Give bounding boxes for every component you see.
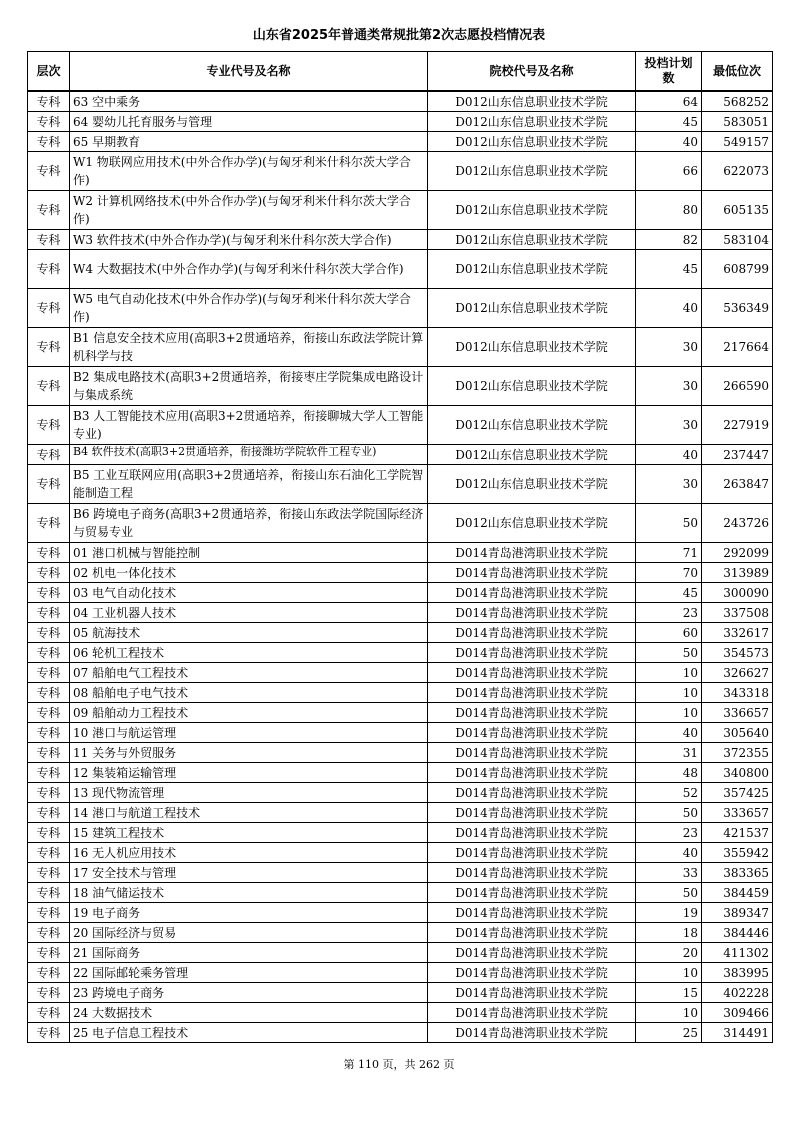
cell-level: 专科 — [28, 843, 70, 863]
table-row — [28, 923, 773, 943]
cell-plan: 66 — [636, 152, 702, 191]
cell-min-rank: 343318 — [702, 683, 773, 703]
cell-college: D014青岛港湾职业技术学院 — [428, 743, 636, 763]
cell-major: 10 港口与航运管理 — [70, 723, 428, 743]
cell-plan: 15 — [636, 983, 702, 1003]
cell-min-rank: 336657 — [702, 703, 773, 723]
cell-plan: 30 — [636, 367, 702, 406]
cell-min-rank: 583051 — [702, 112, 773, 132]
cell-college: D014青岛港湾职业技术学院 — [428, 603, 636, 623]
cell-major: 02 机电一体化技术 — [70, 563, 428, 583]
cell-college: D012山东信息职业技术学院 — [428, 406, 636, 445]
cell-major: 65 早期教育 — [70, 132, 428, 152]
cell-plan: 71 — [636, 543, 702, 563]
cell-major: W4 大数据技术(中外合作办学)(与匈牙利米什科尔茨大学合作) — [70, 250, 428, 289]
cell-college: D014青岛港湾职业技术学院 — [428, 703, 636, 723]
cell-major: 21 国际商务 — [70, 943, 428, 963]
table-row — [28, 563, 773, 583]
cell-major: W5 电气自动化技术(中外合作办学)(与匈牙利米什科尔茨大学合作) — [70, 289, 428, 328]
table-row — [28, 863, 773, 883]
table-row — [28, 152, 773, 191]
cell-level: 专科 — [28, 152, 70, 191]
table-row — [28, 230, 773, 250]
cell-college: D014青岛港湾职业技术学院 — [428, 983, 636, 1003]
table-row — [28, 783, 773, 803]
cell-college: D014青岛港湾职业技术学院 — [428, 903, 636, 923]
table-row — [28, 406, 773, 445]
cell-major: B1 信息安全技术应用(高职3+2贯通培养，衔接山东政法学院计算机科学与技 — [70, 328, 428, 367]
cell-min-rank: 384459 — [702, 883, 773, 903]
cell-major: 11 关务与外贸服务 — [70, 743, 428, 763]
table-row — [28, 1003, 773, 1023]
cell-level: 专科 — [28, 289, 70, 328]
cell-min-rank: 389347 — [702, 903, 773, 923]
cell-level: 专科 — [28, 763, 70, 783]
cell-college: D014青岛港湾职业技术学院 — [428, 883, 636, 903]
cell-plan: 30 — [636, 465, 702, 504]
cell-plan: 82 — [636, 230, 702, 250]
cell-major: B6 跨境电子商务(高职3+2贯通培养，衔接山东政法学院国际经济与贸易专业 — [70, 504, 428, 543]
cell-major: 16 无人机应用技术 — [70, 843, 428, 863]
cell-college: D012山东信息职业技术学院 — [428, 445, 636, 465]
cell-major: W3 软件技术(中外合作办学)(与匈牙利米什科尔茨大学合作) — [70, 230, 428, 250]
cell-college: D014青岛港湾职业技术学院 — [428, 663, 636, 683]
table-row — [28, 683, 773, 703]
cell-major: 14 港口与航道工程技术 — [70, 803, 428, 823]
cell-level: 专科 — [28, 823, 70, 843]
cell-min-rank: 305640 — [702, 723, 773, 743]
cell-level: 专科 — [28, 191, 70, 230]
cell-college: D014青岛港湾职业技术学院 — [428, 843, 636, 863]
cell-min-rank: 263847 — [702, 465, 773, 504]
cell-major: B5 工业互联网应用(高职3+2贯通培养，衔接山东石油化工学院智能制造工程 — [70, 465, 428, 504]
header-min-rank: 最低位次 — [702, 52, 773, 92]
cell-college: D014青岛港湾职业技术学院 — [428, 583, 636, 603]
cell-plan: 23 — [636, 823, 702, 843]
cell-college: D012山东信息职业技术学院 — [428, 289, 636, 328]
cell-major: 23 跨境电子商务 — [70, 983, 428, 1003]
cell-min-rank: 384446 — [702, 923, 773, 943]
cell-plan: 25 — [636, 1023, 702, 1043]
table-row — [28, 543, 773, 563]
table-row — [28, 191, 773, 230]
cell-min-rank: 421537 — [702, 823, 773, 843]
table-row — [28, 823, 773, 843]
table-row — [28, 663, 773, 683]
cell-major: 64 婴幼儿托育服务与管理 — [70, 112, 428, 132]
cell-level: 专科 — [28, 445, 70, 465]
cell-plan: 10 — [636, 963, 702, 983]
cell-min-rank: 314491 — [702, 1023, 773, 1043]
cell-level: 专科 — [28, 132, 70, 152]
table-row — [28, 843, 773, 863]
cell-major: 19 电子商务 — [70, 903, 428, 923]
cell-level: 专科 — [28, 963, 70, 983]
table-row — [28, 763, 773, 783]
cell-level: 专科 — [28, 923, 70, 943]
cell-level: 专科 — [28, 643, 70, 663]
table-row — [28, 465, 773, 504]
table-row — [28, 132, 773, 152]
cell-college: D014青岛港湾职业技术学院 — [428, 943, 636, 963]
cell-major: 18 油气储运技术 — [70, 883, 428, 903]
cell-major: 22 国际邮轮乘务管理 — [70, 963, 428, 983]
cell-college: D014青岛港湾职业技术学院 — [428, 1023, 636, 1043]
cell-plan: 10 — [636, 683, 702, 703]
table-row — [28, 943, 773, 963]
cell-min-rank: 333657 — [702, 803, 773, 823]
cell-plan: 20 — [636, 943, 702, 963]
cell-level: 专科 — [28, 543, 70, 563]
cell-level: 专科 — [28, 328, 70, 367]
table-row — [28, 983, 773, 1003]
cell-college: D012山东信息职业技术学院 — [428, 465, 636, 504]
cell-college: D014青岛港湾职业技术学院 — [428, 623, 636, 643]
cell-min-rank: 402228 — [702, 983, 773, 1003]
cell-min-rank: 300090 — [702, 583, 773, 603]
cell-plan: 40 — [636, 289, 702, 328]
cell-plan: 45 — [636, 112, 702, 132]
cell-plan: 50 — [636, 504, 702, 543]
cell-min-rank: 243726 — [702, 504, 773, 543]
cell-min-rank: 313989 — [702, 563, 773, 583]
cell-plan: 48 — [636, 763, 702, 783]
cell-min-rank: 309466 — [702, 1003, 773, 1023]
cell-major: W1 物联网应用技术(中外合作办学)(与匈牙利米什科尔茨大学合作) — [70, 152, 428, 191]
cell-college: D014青岛港湾职业技术学院 — [428, 863, 636, 883]
cell-plan: 10 — [636, 1003, 702, 1023]
cell-level: 专科 — [28, 863, 70, 883]
header-plan: 投档计划数 — [636, 52, 702, 92]
table-row — [28, 583, 773, 603]
cell-min-rank: 326627 — [702, 663, 773, 683]
cell-college: D012山东信息职业技术学院 — [428, 230, 636, 250]
admission-table — [27, 51, 773, 1043]
cell-plan: 80 — [636, 191, 702, 230]
cell-major: 20 国际经济与贸易 — [70, 923, 428, 943]
cell-level: 专科 — [28, 91, 70, 112]
cell-level: 专科 — [28, 603, 70, 623]
cell-level: 专科 — [28, 883, 70, 903]
table-row — [28, 703, 773, 723]
cell-major: 24 大数据技术 — [70, 1003, 428, 1023]
table-row — [28, 250, 773, 289]
cell-min-rank: 536349 — [702, 289, 773, 328]
cell-plan: 10 — [636, 703, 702, 723]
cell-college: D012山东信息职业技术学院 — [428, 504, 636, 543]
cell-level: 专科 — [28, 583, 70, 603]
cell-plan: 50 — [636, 803, 702, 823]
cell-college: D014青岛港湾职业技术学院 — [428, 723, 636, 743]
table-row — [28, 743, 773, 763]
header-level: 层次 — [28, 52, 70, 92]
cell-level: 专科 — [28, 1003, 70, 1023]
cell-plan: 60 — [636, 623, 702, 643]
cell-level: 专科 — [28, 723, 70, 743]
cell-major: 12 集装箱运输管理 — [70, 763, 428, 783]
cell-level: 专科 — [28, 943, 70, 963]
table-row — [28, 1023, 773, 1043]
cell-level: 专科 — [28, 112, 70, 132]
cell-major: W2 计算机网络技术(中外合作办学)(与匈牙利米什科尔茨大学合作) — [70, 191, 428, 230]
cell-level: 专科 — [28, 230, 70, 250]
cell-min-rank: 583104 — [702, 230, 773, 250]
table-row — [28, 623, 773, 643]
cell-major: 03 电气自动化技术 — [70, 583, 428, 603]
cell-major: 09 船舶动力工程技术 — [70, 703, 428, 723]
cell-min-rank: 227919 — [702, 406, 773, 445]
cell-plan: 40 — [636, 132, 702, 152]
cell-level: 专科 — [28, 406, 70, 445]
table-body — [28, 91, 773, 1043]
cell-plan: 33 — [636, 863, 702, 883]
header-college: 院校代号及名称 — [428, 52, 636, 92]
cell-plan: 31 — [636, 743, 702, 763]
cell-min-rank: 605135 — [702, 191, 773, 230]
cell-level: 专科 — [28, 983, 70, 1003]
cell-min-rank: 355942 — [702, 843, 773, 863]
cell-major: 08 船舶电子电气技术 — [70, 683, 428, 703]
cell-college: D014青岛港湾职业技术学院 — [428, 1003, 636, 1023]
cell-college: D012山东信息职业技术学院 — [428, 132, 636, 152]
cell-plan: 30 — [636, 406, 702, 445]
cell-level: 专科 — [28, 803, 70, 823]
cell-min-rank: 383995 — [702, 963, 773, 983]
cell-major: 17 安全技术与管理 — [70, 863, 428, 883]
table-row — [28, 963, 773, 983]
cell-college: D014青岛港湾职业技术学院 — [428, 923, 636, 943]
cell-plan: 50 — [636, 883, 702, 903]
cell-college: D012山东信息职业技术学院 — [428, 328, 636, 367]
cell-plan: 40 — [636, 723, 702, 743]
cell-level: 专科 — [28, 683, 70, 703]
cell-min-rank: 337508 — [702, 603, 773, 623]
page-number-footer: 第 110 页，共 262 页 — [343, 1058, 455, 1071]
cell-level: 专科 — [28, 367, 70, 406]
table-row — [28, 603, 773, 623]
cell-min-rank: 411302 — [702, 943, 773, 963]
cell-college: D014青岛港湾职业技术学院 — [428, 803, 636, 823]
cell-min-rank: 383365 — [702, 863, 773, 883]
cell-plan: 64 — [636, 91, 702, 112]
table-row — [28, 289, 773, 328]
cell-major-text: B4 软件技术(高职3+2贯通培养，衔接潍坊学院软件工程专业) — [73, 445, 377, 458]
cell-college: D014青岛港湾职业技术学院 — [428, 783, 636, 803]
cell-college: D014青岛港湾职业技术学院 — [428, 563, 636, 583]
table-row — [28, 723, 773, 743]
table-row — [28, 643, 773, 663]
cell-plan: 10 — [636, 663, 702, 683]
table-header-row — [28, 52, 773, 92]
cell-level: 专科 — [28, 465, 70, 504]
cell-plan: 30 — [636, 328, 702, 367]
cell-min-rank: 217664 — [702, 328, 773, 367]
cell-level: 专科 — [28, 903, 70, 923]
cell-plan: 18 — [636, 923, 702, 943]
cell-college: D014青岛港湾职业技术学院 — [428, 823, 636, 843]
cell-college: D012山东信息职业技术学院 — [428, 91, 636, 112]
cell-level: 专科 — [28, 623, 70, 643]
cell-plan: 40 — [636, 445, 702, 465]
cell-major: B3 人工智能技术应用(高职3+2贯通培养，衔接聊城大学人工智能专业) — [70, 406, 428, 445]
cell-major: 13 现代物流管理 — [70, 783, 428, 803]
cell-level: 专科 — [28, 783, 70, 803]
cell-plan: 45 — [636, 583, 702, 603]
cell-plan: 70 — [636, 563, 702, 583]
cell-major: 63 空中乘务 — [70, 91, 428, 112]
cell-college: D014青岛港湾职业技术学院 — [428, 543, 636, 563]
cell-plan: 19 — [636, 903, 702, 923]
cell-college: D012山东信息职业技术学院 — [428, 191, 636, 230]
table-row — [28, 328, 773, 367]
cell-plan: 50 — [636, 643, 702, 663]
header-major: 专业代号及名称 — [70, 52, 428, 92]
cell-major: 06 轮机工程技术 — [70, 643, 428, 663]
cell-level: 专科 — [28, 703, 70, 723]
cell-min-rank: 332617 — [702, 623, 773, 643]
cell-min-rank: 568252 — [702, 91, 773, 112]
table-row — [28, 883, 773, 903]
cell-plan: 23 — [636, 603, 702, 623]
cell-level: 专科 — [28, 563, 70, 583]
cell-level: 专科 — [28, 504, 70, 543]
cell-college: D014青岛港湾职业技术学院 — [428, 963, 636, 983]
cell-min-rank: 357425 — [702, 783, 773, 803]
cell-level: 专科 — [28, 250, 70, 289]
cell-college: D014青岛港湾职业技术学院 — [428, 763, 636, 783]
cell-major: 07 船舶电气工程技术 — [70, 663, 428, 683]
cell-level: 专科 — [28, 743, 70, 763]
cell-plan: 40 — [636, 843, 702, 863]
cell-major: 04 工业机器人技术 — [70, 603, 428, 623]
cell-level: 专科 — [28, 663, 70, 683]
cell-major: 05 航海技术 — [70, 623, 428, 643]
cell-major — [70, 445, 428, 465]
cell-min-rank: 237447 — [702, 445, 773, 465]
cell-min-rank: 372355 — [702, 743, 773, 763]
cell-min-rank: 354573 — [702, 643, 773, 663]
cell-college: D012山东信息职业技术学院 — [428, 112, 636, 132]
cell-min-rank: 292099 — [702, 543, 773, 563]
cell-min-rank: 340800 — [702, 763, 773, 783]
cell-college: D012山东信息职业技术学院 — [428, 250, 636, 289]
cell-plan: 52 — [636, 783, 702, 803]
table-row — [28, 504, 773, 543]
cell-major: 25 电子信息工程技术 — [70, 1023, 428, 1043]
cell-college: D012山东信息职业技术学院 — [428, 152, 636, 191]
page-title: 山东省2025年普通类常规批第2次志愿投档情况表 — [252, 28, 546, 43]
cell-plan: 45 — [636, 250, 702, 289]
cell-min-rank: 608799 — [702, 250, 773, 289]
cell-college: D012山东信息职业技术学院 — [428, 367, 636, 406]
cell-major: B2 集成电路技术(高职3+2贯通培养，衔接枣庄学院集成电路设计与集成系统 — [70, 367, 428, 406]
table-row — [28, 367, 773, 406]
cell-major: 15 建筑工程技术 — [70, 823, 428, 843]
table-row — [28, 803, 773, 823]
cell-college: D014青岛港湾职业技术学院 — [428, 643, 636, 663]
cell-major: 01 港口机械与智能控制 — [70, 543, 428, 563]
cell-min-rank: 549157 — [702, 132, 773, 152]
table-row — [28, 445, 773, 465]
cell-min-rank: 266590 — [702, 367, 773, 406]
cell-college: D014青岛港湾职业技术学院 — [428, 683, 636, 703]
table-row — [28, 903, 773, 923]
cell-min-rank: 622073 — [702, 152, 773, 191]
table-row — [28, 112, 773, 132]
table-row — [28, 91, 773, 112]
cell-level: 专科 — [28, 1023, 70, 1043]
